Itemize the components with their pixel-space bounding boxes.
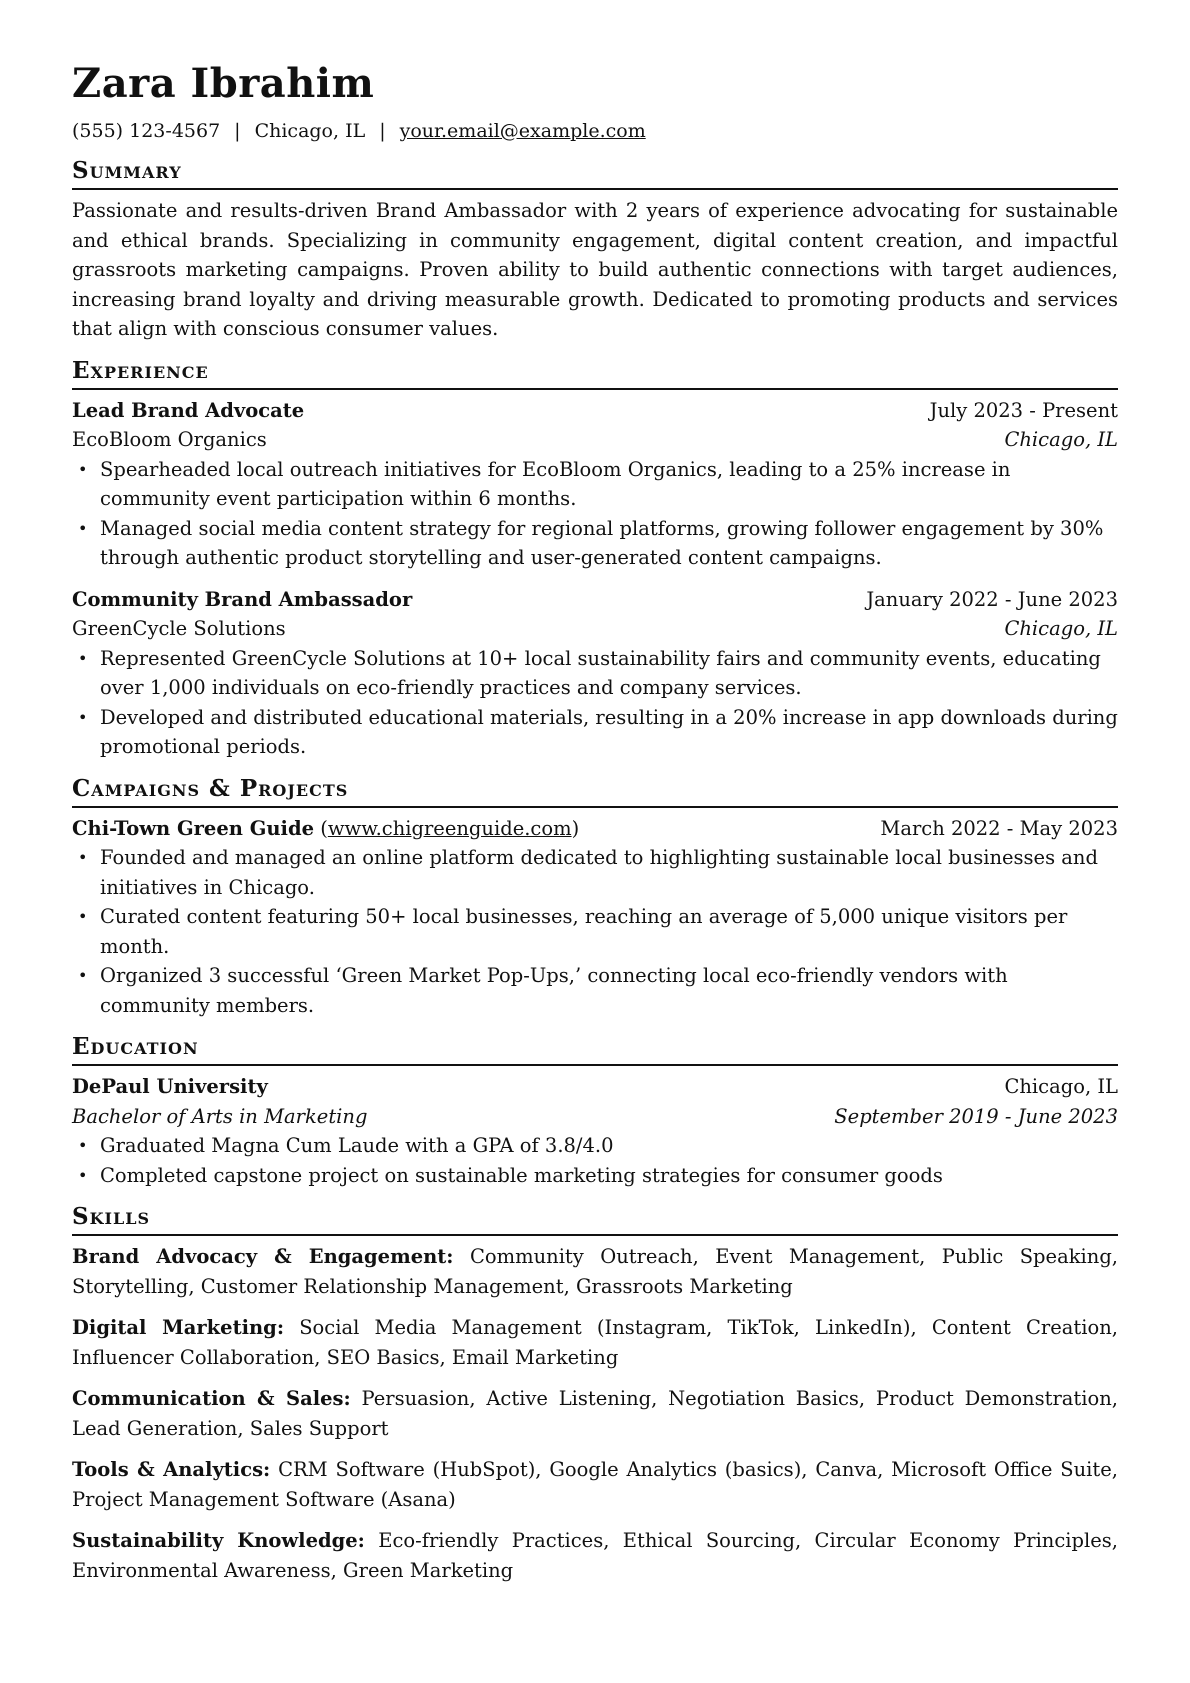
bullet-item: • Developed and distributed educational materials, resulting in a 20% increase in app downloads during promotional periods. — [100, 703, 1118, 762]
project-heading — [72, 814, 579, 844]
entry-header — [72, 1072, 1118, 1102]
job-location: Chicago, IL — [1004, 617, 1118, 640]
degree: Bachelor of Arts in Marketing — [72, 1104, 368, 1128]
contact-separator: | — [379, 120, 386, 142]
email-link[interactable]: your.email@example.com — [399, 120, 646, 142]
job-dates: January 2022 - June 2023 — [866, 587, 1118, 611]
bullet-list — [72, 1131, 1118, 1190]
education-entry — [72, 1072, 1118, 1190]
summary-text: Passionate and results-driven Brand Ambassador with 2 years of experience advocating for sustainable and ethical brands. Specializing in community engagement, digital content creation, and impactful grassroots marketing campaigns. Proven ability to build authentic connections with target audiences, increasing brand loyalty and driving measurable growth. Dedicated to promoting products and services that align with conscious consumer values. — [72, 199, 1118, 340]
bullet-item: • Managed social media content strategy for regional platforms, growing follower engagement by 30% through authentic product storytelling and user-generated content campaigns. — [100, 514, 1118, 573]
entry-subheader — [72, 614, 1118, 644]
skill-group-items: Social Media Management (Instagram, TikTok, LinkedIn), Content Creation, Influencer Collaboration, SEO Basics, Email Marketing — [72, 1316, 1118, 1369]
bullet-item: • Founded and managed an online platform dedicated to highlighting sustainable local businesses and initiatives in Chicago. — [100, 843, 1118, 902]
skill-group-label: Brand Advocacy & Engagement: — [72, 1245, 454, 1268]
bullet-item: • Organized 3 successful ‘Green Market Pop-Ups,’ connecting local eco-friendly vendors with community members. — [100, 961, 1118, 1020]
company-name: EcoBloom Organics — [72, 428, 267, 451]
skill-group-label: Tools & Analytics: — [72, 1458, 271, 1481]
school-location: Chicago, IL — [1004, 1075, 1118, 1098]
job-title: Lead Brand Advocate — [72, 398, 305, 422]
candidate-name: Zara Ibrahim — [72, 60, 375, 107]
skill-group-items: Community Outreach, Event Management, Public Speaking, Storytelling, Customer Relationship Management, Grassroots Marketing — [72, 1245, 1119, 1298]
experience-entry — [72, 585, 1118, 762]
job-location: Chicago, IL — [1004, 428, 1118, 451]
skill-group — [72, 1384, 1118, 1443]
link-paren-close: ) — [571, 816, 580, 840]
skill-group — [72, 1313, 1118, 1372]
company-name: GreenCycle Solutions — [72, 617, 286, 640]
bullet-list — [72, 455, 1118, 573]
contact-separator: | — [234, 120, 241, 142]
contact-line — [72, 118, 1118, 144]
section-title-summary: Summary — [72, 156, 1118, 190]
section-title-projects: Campaigns & Projects — [72, 774, 1118, 808]
phone-number: (555) 123-4567 — [72, 120, 221, 142]
skill-group-label: Digital Marketing: — [72, 1316, 285, 1339]
skill-group — [72, 1526, 1118, 1585]
bullet-item: • Curated content featuring 50+ local businesses, reaching an average of 5,000 unique visitors per month. — [100, 902, 1118, 961]
section-title-education: Education — [72, 1032, 1118, 1066]
job-dates: July 2023 - Present — [929, 398, 1118, 422]
location: Chicago, IL — [254, 120, 366, 142]
job-title: Community Brand Ambassador — [72, 587, 413, 611]
skill-group-items: Eco-friendly Practices, Ethical Sourcing, Circular Economy Principles, Environmental Awareness, Green Marketing — [72, 1529, 1118, 1582]
bullet-item: • Completed capstone project on sustainable marketing strategies for consumer goods — [100, 1161, 1118, 1191]
bullet-list — [72, 843, 1118, 1020]
bullet-list — [72, 644, 1118, 762]
bullet-item: • Represented GreenCycle Solutions at 10+ local sustainability fairs and community events, educating over 1,000 individuals on eco-friendly practices and company services. — [100, 644, 1118, 703]
bullet-item: • Graduated Magna Cum Laude with a GPA of 3.8/4.0 — [100, 1131, 1118, 1161]
project-name: Chi-Town Green Guide — [72, 816, 314, 840]
section-title-skills: Skills — [72, 1202, 1118, 1236]
experience-entry — [72, 396, 1118, 573]
entry-subheader — [72, 425, 1118, 455]
skill-group-items: CRM Software (HubSpot), Google Analytics (basics), Canva, Microsoft Office Suite, Project Management Software (Asana) — [72, 1458, 1118, 1511]
school-name: DePaul University — [72, 1075, 268, 1098]
skill-group — [72, 1455, 1118, 1514]
entry-subheader — [72, 1102, 1118, 1132]
skill-group-label: Communication & Sales: — [72, 1387, 351, 1410]
project-link[interactable]: www.chigreenguide.com — [327, 816, 572, 840]
entry-header — [72, 585, 1118, 615]
bullet-item: • Spearheaded local outreach initiatives for EcoBloom Organics, leading to a 25% increase in community event participation within 6 months. — [100, 455, 1118, 514]
skill-group — [72, 1242, 1118, 1301]
link-paren-open: ( — [314, 816, 328, 840]
education-dates: September 2019 - June 2023 — [834, 1104, 1118, 1128]
entry-header — [72, 396, 1118, 426]
skill-group-items: Persuasion, Active Listening, Negotiation Basics, Product Demonstration, Lead Generation, Sales Support — [72, 1387, 1118, 1440]
skill-group-label: Sustainability Knowledge: — [72, 1529, 365, 1552]
project-entry — [72, 814, 1118, 1021]
section-title-experience: Experience — [72, 356, 1118, 390]
project-dates: March 2022 - May 2023 — [880, 816, 1118, 840]
entry-header — [72, 814, 1118, 844]
